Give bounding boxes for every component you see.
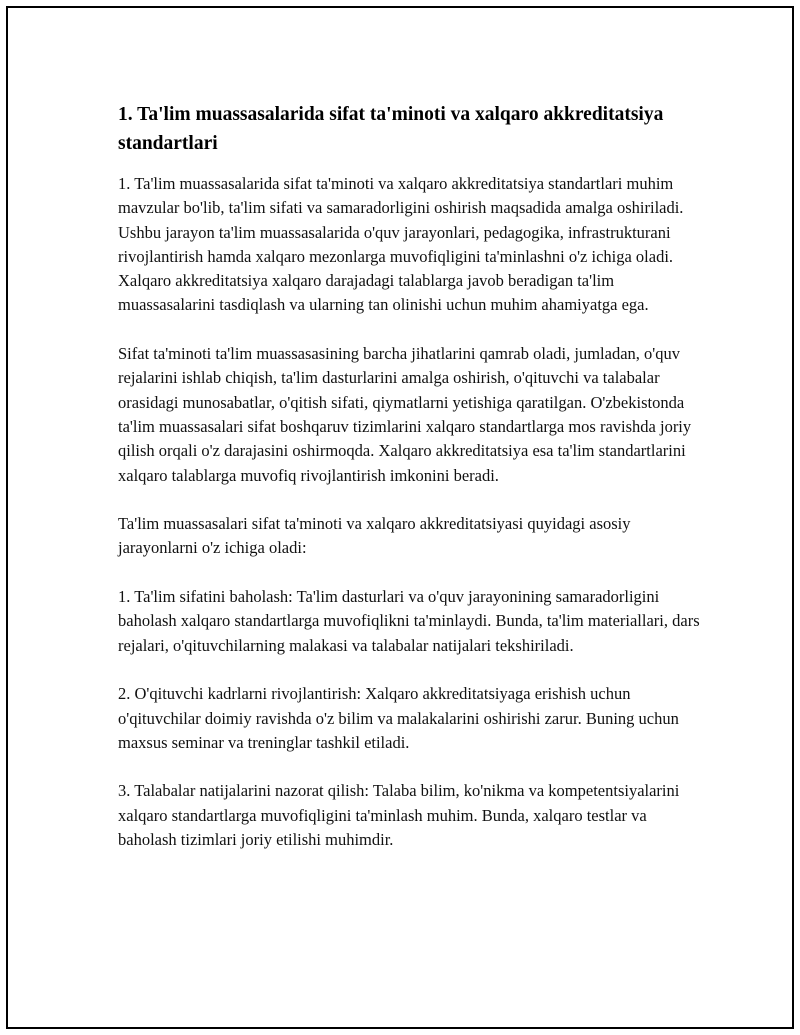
- page-frame: [6, 6, 794, 1029]
- list-item-student-outcomes: 3. Talabalar natijalarini nazorat qilish: Talaba bilim, ko'nikma va kompetentsiyalarini xalqaro standartlarga muvofiqligini ta'minlash muhim. Bunda, xalqaro testlar va baholash tizimlari joriy etilishi muhimdir.: [118, 781, 680, 850]
- paragraph-quality-assurance: Sifat ta'minoti ta'lim muassasasining barcha jihatlarini qamrab oladi, jumladan, o'quv rejalarini ishlab chiqish, ta'lim dasturlarini amalga oshirish, o'qituvchi va talabalar orasidagi munosabatlar, o'qitish sifati, qiymatlarni yetishiga qaratilgan. O'zbekistonda ta'lim muassasalari sifat boshqaruv tizimlarini xalqaro standartlarga mos ravishda joriy qilish orqali o'z darajasini oshirmoqda. Xalqaro akkreditatsiya esa ta'lim standartlarini xalqaro talablarga muvofiq rivojlantirish imkonini beradi.: [118, 344, 692, 485]
- paragraph-intro: 1. Ta'lim muassasalarida sifat ta'minoti va xalqaro akkreditatsiya standartlari muhim mavzular bo'lib, ta'lim sifati va samaradorligini oshirish maqsadida amalga oshiriladi. Ushbu jarayon ta'lim muassasalarida o'quv jarayonlari, pedagogika, infrastrukturani rivojlantirish hamda xalqaro mezonlarga muvofiqligini ta'minlashni o'z ichiga oladi. Xalqaro akkreditatsiya xalqaro darajadagi talablarga javob beradigan ta'lim muassasalarini tasdiqlash va ularning tan olinishi uchun muhim ahamiyatga ega.: [118, 174, 684, 315]
- document-body: [118, 100, 708, 852]
- list-item-teacher-development: 2. O'qituvchi kadrlarni rivojlantirish: Xalqaro akkreditatsiyaga erishish uchun o'qituvchilar doimiy ravishda o'z bilim va malakalarini oshirishi zarur. Buning uchun maxsus seminar va treninglar tashkil etiladi.: [118, 684, 679, 752]
- paragraph-processes-intro: Ta'lim muassasalari sifat ta'minoti va xalqaro akkreditatsiyasi quyidagi asosiy jarayonlarni o'z ichiga oladi:: [118, 514, 631, 558]
- document-heading: 1. Ta'lim muassasalarida sifat ta'minoti va xalqaro akkreditatsiya standartlari: [118, 104, 664, 154]
- list-item-quality-assessment: 1. Ta'lim sifatini baholash: Ta'lim dasturlari va o'quv jarayonining samaradorligini baholash xalqaro standartlarga muvofiqlikni ta'minlaydi. Bunda, ta'lim materiallari, dars rejalari, o'qituvchilarning malakasi va talabalar natijalari tekshiriladi.: [118, 587, 700, 655]
